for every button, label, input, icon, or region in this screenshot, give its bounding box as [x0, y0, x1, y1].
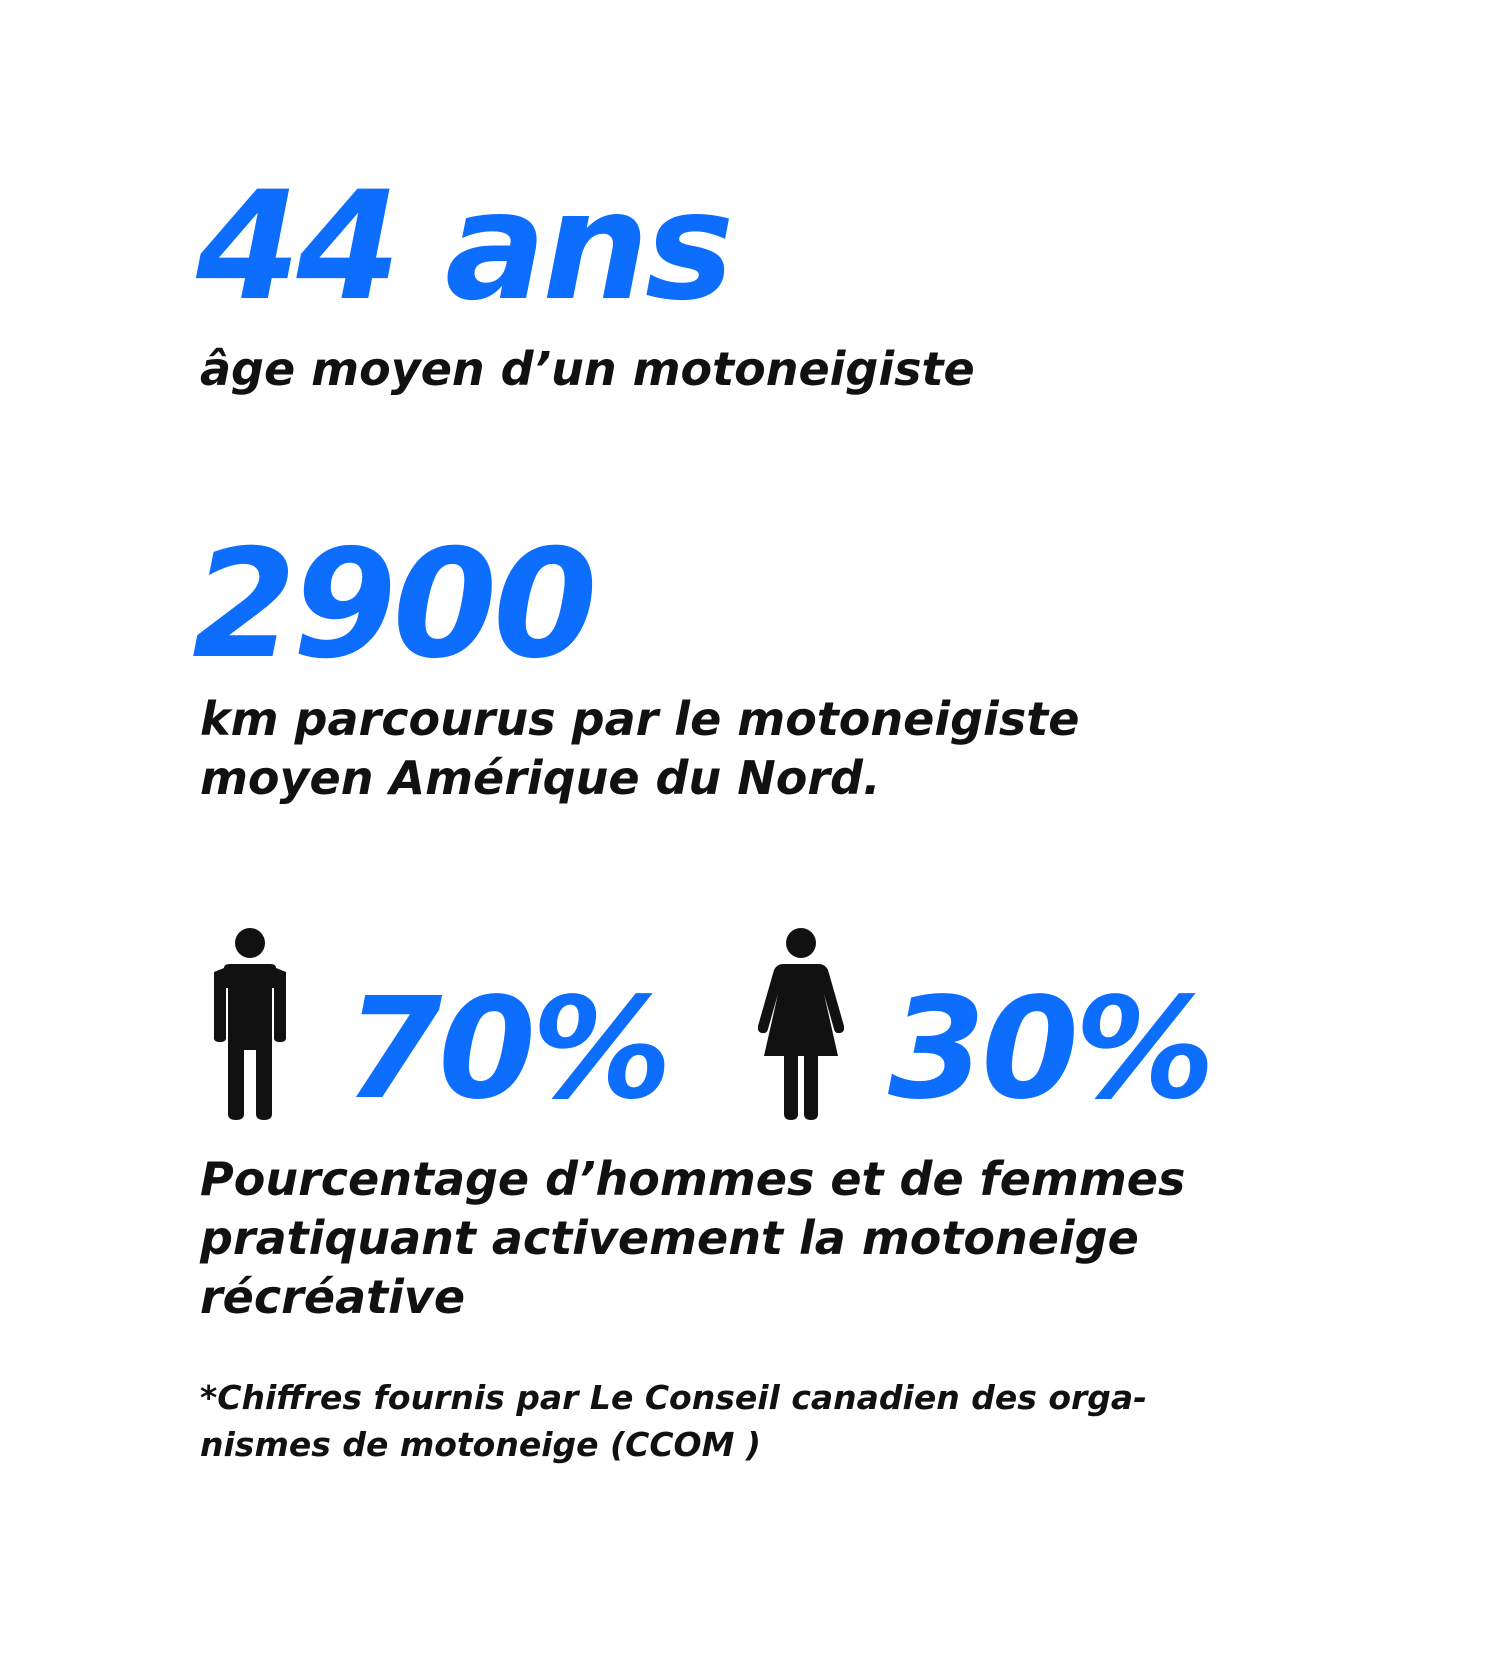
women-percentage: 30%	[888, 968, 1212, 1131]
distance-caption: km parcourus par le motoneigiste moyen Amérique du Nord.	[200, 692, 1080, 805]
distance-value: 2900	[192, 518, 594, 692]
gender-caption: Pourcentage d’hommes et de femmes pratiquant activement la motoneige récréative	[200, 1152, 1186, 1324]
average-age-value: 44 ans	[196, 160, 731, 334]
woman-icon	[758, 928, 844, 1120]
source-footnote: *Chiffres fournis par Le Conseil canadien des orga-nismes de motoneige (CCOM )	[200, 1378, 1147, 1464]
men-percentage: 70%	[345, 968, 669, 1131]
average-age-caption: âge moyen d’un motoneigiste	[200, 342, 975, 396]
man-icon	[214, 928, 286, 1120]
